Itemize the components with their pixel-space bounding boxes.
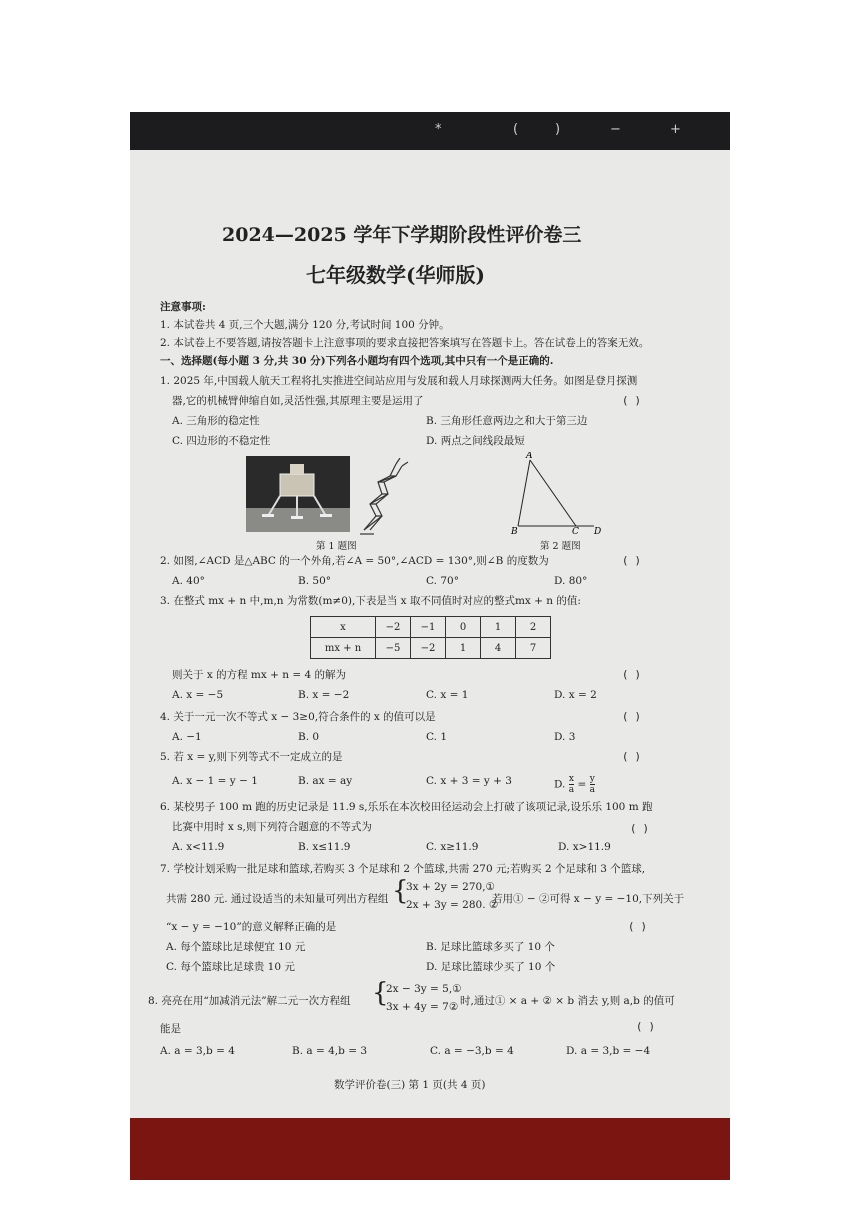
table-cell: x (311, 617, 376, 638)
figure-caption: 第 1 题图 (316, 541, 357, 552)
vertex-label-a: A (526, 452, 533, 461)
option-b: B. 50° (298, 575, 332, 587)
answer-bracket: ( ) (622, 669, 641, 681)
q4-text: 4. 关于一元一次不等式 x − 3≥0,符合条件的 x 的值可以是 (160, 711, 436, 723)
equation: 2x − 3y = 5,① (386, 983, 462, 995)
option-a: A. 40° (172, 575, 205, 587)
keyboard-strip (130, 112, 730, 150)
option-d: D. a = 3,b = −4 (566, 1045, 651, 1057)
table-cell: −2 (411, 638, 446, 659)
answer-bracket: ( ) (622, 751, 641, 763)
lunar-lander-image (246, 456, 350, 536)
key: + (670, 122, 681, 137)
option-a: A. x<11.9 (172, 841, 225, 853)
key: ) (555, 122, 561, 137)
answer-bracket: ( ) (636, 1021, 655, 1033)
vertex-label-b: B (511, 527, 518, 534)
option-d-label: D. (554, 778, 566, 791)
fraction: $\frac{x}{a}$ (568, 774, 575, 795)
vertex-label-c: C (572, 527, 579, 534)
option-a: A. a = 3,b = 4 (160, 1045, 235, 1057)
q8-text: 时,通过① × a + ② × b 消去 y,则 a,b 的值可 (460, 995, 675, 1007)
fraction: $\frac{y}{a}$ (589, 774, 595, 795)
q3-text: 则关于 x 的方程 mx + n = 4 的解为 (172, 669, 347, 681)
table-cell: 1 (446, 638, 481, 659)
q1-text: 1. 2025 年,中国载人航天工程将扎实推进空间站应用与发展和载人月球探测两大任务。如图是登月探测 (160, 375, 638, 387)
option-d: D. x>11.9 (558, 841, 611, 853)
equation: 3x + 2y = 270,① (406, 881, 495, 893)
key: − (610, 122, 621, 137)
q3-text: 3. 在整式 mx + n 中,m,n 为常数(m≠0),下表是当 x 取不同值时对应的整式mx + n 的值: (160, 595, 581, 607)
option-a: A. x − 1 = y − 1 (172, 775, 258, 787)
equation: 2x + 3y = 280. ② (406, 899, 499, 911)
exam-title: 2024—2025 学年下学期阶段性评价卷三 (222, 224, 582, 246)
option-c: C. 每个篮球比足球贵 10 元 (166, 961, 295, 973)
vertex-label-d: D (594, 527, 602, 534)
q6-text: 6. 某校男子 100 m 跑的历史记录是 11.9 s,乐乐在本次校田径运动会上打破了该项记录,设乐乐 100 m 跑 (160, 801, 653, 813)
table-cell: −1 (411, 617, 446, 638)
robot-arm-sketch (356, 458, 412, 542)
notice-heading: 注意事项: (160, 301, 206, 313)
table-cell: 4 (481, 638, 516, 659)
option-b: B. x≤11.9 (298, 841, 351, 853)
red-surface (130, 1118, 730, 1180)
value-table (310, 616, 551, 659)
q1-text: 器,它的机械臂伸缩自如,灵活性强,其原理主要是运用了 (172, 395, 424, 407)
option-a: A. 每个篮球比足球便宜 10 元 (166, 941, 306, 953)
option-c: C. 70° (426, 575, 459, 587)
option-c: C. a = −3,b = 4 (430, 1045, 514, 1057)
table-cell: −2 (376, 617, 411, 638)
q7-text: 7. 学校计划采购一批足球和篮球,若购买 3 个足球和 2 个篮球,共需 270 元;若购买 2 个足球和 3 个篮球, (160, 863, 646, 875)
q7-text: 若用① − ②可得 x − y = −10,下列关于 (492, 893, 685, 905)
notice-item: 2. 本试卷上不要答题,请按答题卡上注意事项的要求直接把答案填写在答题卡上。答在试卷上的答案无效。 (160, 337, 650, 349)
table-cell: 1 (481, 617, 516, 638)
key: ( (513, 122, 519, 137)
option-b: B. x = −2 (298, 689, 350, 701)
exam-paper (130, 150, 730, 1118)
option-b: B. 足球比篮球多买了 10 个 (426, 941, 555, 953)
option-d: D. x = 2 (554, 689, 597, 701)
table-cell: 0 (446, 617, 481, 638)
q7-text: 共需 280 元. 通过设适当的未知量可列出方程组 (166, 893, 389, 905)
option-d: D. $\frac{x}{a}$ = $\frac{y}{a}$ (554, 774, 595, 795)
option-b: B. 0 (298, 731, 320, 743)
table-row (311, 617, 551, 638)
page-footer: 数学评价卷(三) 第 1 页(共 4 页) (334, 1079, 486, 1091)
notice-item: 1. 本试卷共 4 页,三个大题,满分 120 分,考试时间 100 分钟。 (160, 319, 450, 331)
q2-text: 2. 如图,∠ACD 是△ABC 的一个外角,若∠A = 50°,∠ACD = 130°,则∠B 的度数为 (160, 555, 549, 567)
option-c: C. 1 (426, 731, 448, 743)
q6-text: 比赛中用时 x s,则下列符合题意的不等式为 (172, 821, 372, 833)
option-c: C. 四边形的不稳定性 (172, 435, 271, 447)
q8-text: 能是 (160, 1023, 181, 1035)
option-b: B. a = 4,b = 3 (292, 1045, 368, 1057)
option-a: A. −1 (172, 731, 202, 743)
option-d: D. 3 (554, 731, 576, 743)
q7-text: “x − y = −10”的意义解释正确的是 (166, 921, 337, 933)
option-c: C. x + 3 = y + 3 (426, 775, 512, 787)
figure-caption: 第 2 题图 (540, 541, 581, 552)
triangle-figure (508, 452, 608, 538)
table-cell: 2 (516, 617, 551, 638)
table-cell: −5 (376, 638, 411, 659)
option-c: C. x≥11.9 (426, 841, 479, 853)
equation-brace: { (392, 876, 409, 906)
table-cell: mx + n (311, 638, 376, 659)
equation-brace: { (372, 978, 389, 1008)
section-heading: 一、选择题(每小题 3 分,共 30 分)下列各小题均有四个选项,其中只有一个是正确的. (160, 355, 554, 367)
option-d: D. 两点之间线段最短 (426, 435, 525, 447)
option-c: C. x = 1 (426, 689, 469, 701)
exam-subtitle: 七年级数学(华师版) (306, 263, 485, 287)
q5-text: 5. 若 x = y,则下列等式不一定成立的是 (160, 751, 343, 763)
option-a: A. 三角形的稳定性 (172, 415, 260, 427)
key: * (435, 122, 442, 137)
answer-bracket: ( ) (628, 921, 647, 933)
answer-bracket: ( ) (630, 823, 649, 835)
option-d: D. 80° (554, 575, 588, 587)
equation: 3x + 4y = 7② (386, 1001, 459, 1013)
table-cell: 7 (516, 638, 551, 659)
answer-bracket: ( ) (622, 395, 641, 407)
answer-bracket: ( ) (622, 711, 641, 723)
answer-bracket: ( ) (622, 555, 641, 567)
exam-photo (130, 112, 730, 1180)
option-b: B. ax = ay (298, 775, 353, 787)
option-a: A. x = −5 (172, 689, 224, 701)
q8-text: 8. 亮亮在用“加减消元法”解二元一次方程组 (148, 995, 351, 1007)
table-row (311, 638, 551, 659)
option-d: D. 足球比篮球少买了 10 个 (426, 961, 556, 973)
option-b: B. 三角形任意两边之和大于第三边 (426, 415, 588, 427)
